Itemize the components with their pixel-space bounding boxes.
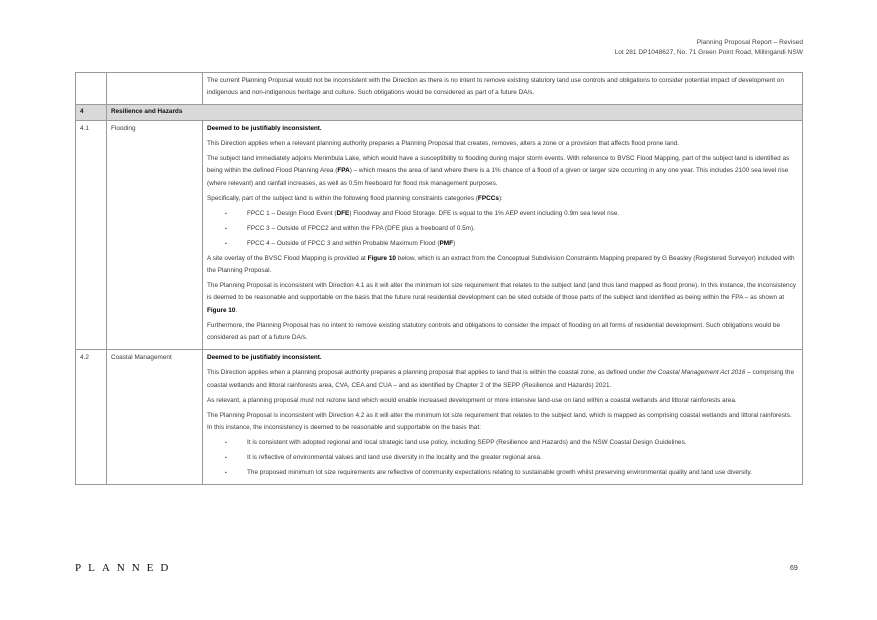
header-address: Lot 281 DP1048627, No. 71 Green Point Road, Millingandi NSW	[614, 48, 803, 56]
item-number: 4.2	[76, 350, 107, 485]
verdict: Deemed to be justifiably inconsistent.	[207, 124, 322, 132]
section-row	[76, 105, 803, 120]
paragraph: The Planning Proposal is inconsistent with Direction 4.2 as it will alter the minimum lot size requirement that relates to the subject land, which is mapped as comprising coastal wetlands and littoral rainforests. In this instance, the inconsistency is deemed to be reasonable and supportable on the basis that:	[207, 411, 792, 432]
table-row	[76, 73, 803, 105]
paragraph: The subject land immediately adjoins Merimbula Lake, which would have a susceptibility to flooding during major storm events. With reference to BVSC Flood Mapping, part of the subject land is identified as being within the defined Flood Planning Area (FPA) – which means the area of land where there is a 1% chance of a flood of a given or larger size occurring in any one year. This includes 2100 sea level rise (where relevant) and rainfall increases, as well as 0.5m freeboard for flood risk management purposes.	[207, 154, 790, 187]
list-item: ▪ FPCC 3 – Outside of FPCC2 and within the FPA (DFE plus a freeboard of 0.5m).	[235, 223, 798, 235]
consistency-table	[75, 72, 803, 485]
item-number: 4.1	[76, 120, 107, 349]
paragraph: The Planning Proposal is inconsistent with Direction 4.1 as it will alter the minimum lot size requirement that relates to the subject land (and thus land mapped as flood prone). In this instance, the inconsistency is deemed to be reasonable and supportable on the basis that the future rural residential development can be sited outside of those parts of the subject land identified as being within the FPA – as shown at Figure 10.	[207, 282, 796, 314]
list-item: ▪ FPCC 4 – Outside of FPCC 3 and within Probable Maximum Flood (PMF)	[235, 238, 798, 250]
paragraph: Furthermore, the Planning Proposal has no intent to remove existing statutory controls and obligations to consider the impact of flooding on all forms of residential development. Such obligations would be considered as part of a future DA/s.	[207, 321, 780, 342]
list-item: ▪ FPCC 1 – Design Flood Event (DFE) Floodway and Flood Storage. DFE is equal to the 1% AEP event including 0.9m sea level rise.	[235, 208, 798, 220]
page-number: 69	[790, 565, 798, 572]
item-title: Flooding	[107, 120, 203, 349]
paragraph: The current Planning Proposal would not be inconsistent with the Direction as there is no intent to remove existing statutory land use controls and obligations to consider potential impact of development on indigenous and non-indigenous heritage and culture. Such obligations would be considered as part of a future DA/s.	[207, 77, 784, 97]
list-item: ▪ It is consistent with adopted regional and local strategic land use policy, including SEPP (Resilience and Hazards) and the NSW Coastal Design Guidelines.	[235, 437, 798, 449]
list-item: ▪ It is reflective of environmental values and land use diversity in the locality and the greater regional area.	[235, 452, 798, 464]
section-title: Resilience and Hazards	[107, 105, 803, 120]
table-row	[76, 120, 803, 349]
bullet-list	[207, 437, 798, 479]
planned-logo: PLANNED	[75, 562, 176, 574]
item-title: Coastal Management	[107, 350, 203, 485]
paragraph: This Direction applies when a planning proposal authority prepares a planning proposal that applies to land that is within the coastal zone, as defined under the Coastal Management Act 2016 – comprising the coastal wetlands and littoral rainforests area, CVA, CEA and CUA – and as identified by Chapter 2 of the SEPP (Resilience and Hazards) 2021.	[207, 369, 795, 389]
list-item: ▪ The proposed minimum lot size requirements are reflective of community expectations relating to sustainable growth whilst preserving environmental quality and land use diversity.	[235, 467, 798, 479]
paragraph: Specifically, part of the subject land is within the following flood planning constraints categories (FPCCs):	[207, 194, 503, 202]
paragraph: As relevant, a planning proposal must not rezone land which would enable increased development or more intensive land-use on land within a coastal wetlands and littoral rainforests area.	[207, 396, 737, 404]
paragraph: This Direction applies when a relevant planning authority prepares a Planning Proposal that creates, removes, alters a zone or a provision that affects flood prone land.	[207, 139, 679, 147]
paragraph: A site overlay of the BVSC Flood Mapping is provided at Figure 10 below, which is an extract from the Conceptual Subdivision Constraints Mapping prepared by G Beasley (Registered Surveyor) included with the Planning Proposal.	[207, 254, 795, 275]
section-number: 4	[76, 105, 107, 120]
verdict: Deemed to be justifiably inconsistent.	[207, 354, 322, 362]
page-header	[615, 38, 803, 57]
header-title: Planning Proposal Report – Revised	[696, 39, 803, 46]
table-row	[76, 350, 803, 485]
bullet-list	[207, 208, 798, 250]
